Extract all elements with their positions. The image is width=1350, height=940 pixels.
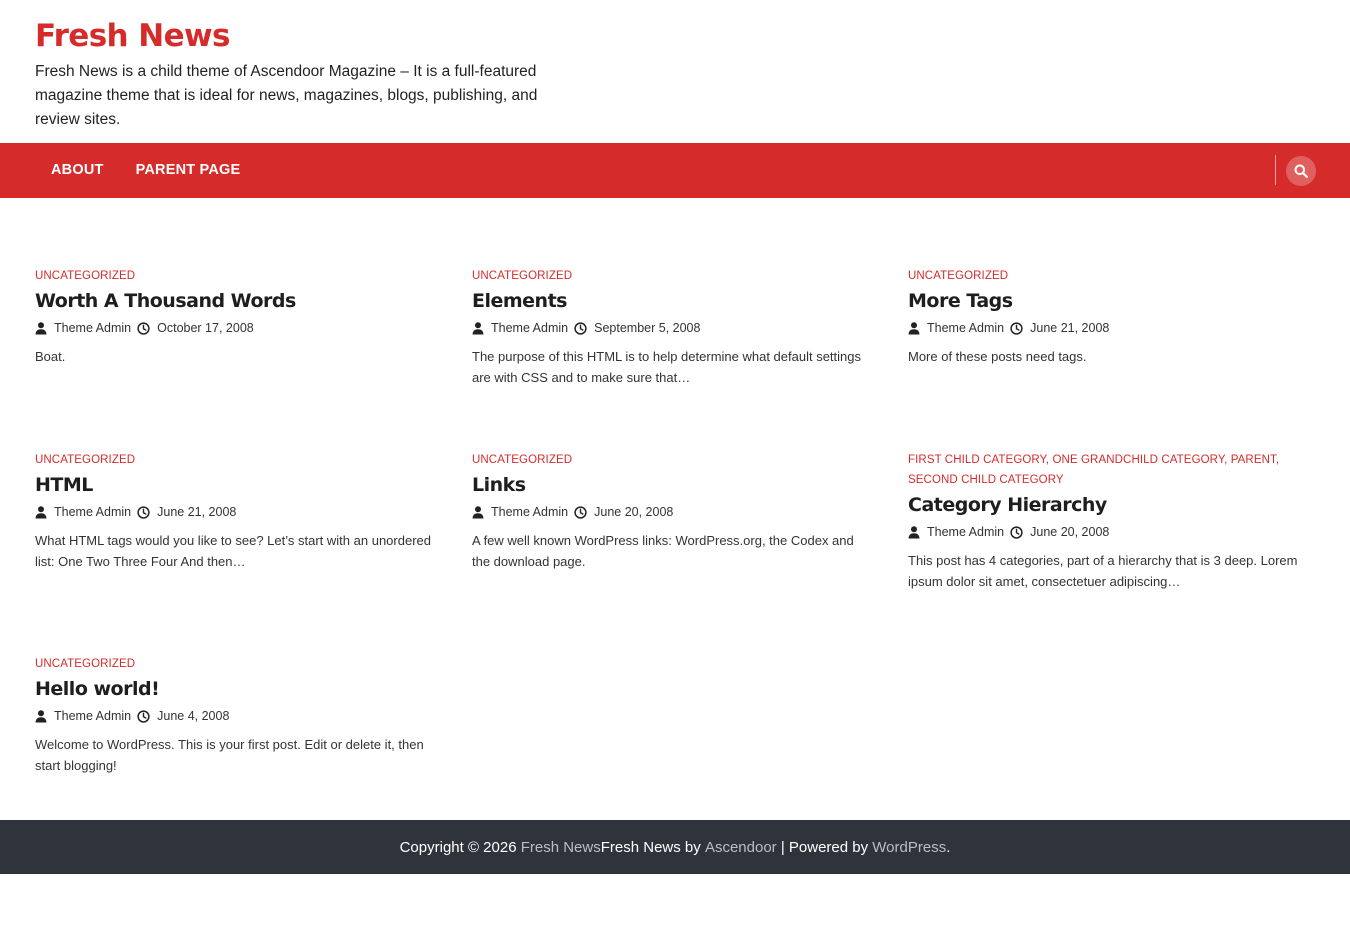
user-icon	[472, 322, 484, 335]
site-footer	[0, 820, 1350, 874]
date-text: June 21, 2008	[157, 505, 237, 519]
footer-theme-text: Fresh News by	[600, 838, 705, 856]
post-date[interactable]	[137, 709, 229, 723]
clock-icon	[1010, 322, 1023, 335]
post-excerpt: The purpose of this HTML is to help determine what default settings are with CSS and to make sure that…	[472, 349, 861, 385]
footer-site-link[interactable]: Fresh News	[520, 838, 601, 856]
user-icon	[908, 526, 920, 539]
user-icon	[35, 710, 47, 723]
post-meta	[908, 319, 1318, 337]
post-date[interactable]	[1010, 525, 1109, 539]
author-name: Theme Admin	[54, 321, 132, 335]
author-name: Theme Admin	[491, 321, 569, 335]
post-date[interactable]	[574, 321, 700, 335]
category-link[interactable]: ONE GRANDCHILD CATEGORY	[1052, 454, 1225, 466]
post-title[interactable]: Hello world!	[35, 678, 160, 700]
post-card	[35, 266, 445, 367]
post-meta	[908, 523, 1318, 541]
post-grid	[0, 198, 1350, 820]
search-button[interactable]	[1286, 156, 1316, 186]
author-name: Theme Admin	[927, 321, 1005, 335]
post-author[interactable]	[472, 505, 568, 519]
user-icon	[35, 322, 47, 335]
clock-icon	[1010, 526, 1023, 539]
category-link[interactable]: UNCATEGORIZED	[472, 454, 573, 466]
post-excerpt: More of these posts need tags.	[908, 349, 1087, 364]
author-name: Theme Admin	[54, 505, 132, 519]
category-link[interactable]: UNCATEGORIZED	[472, 270, 573, 282]
nav-divider	[1275, 155, 1276, 185]
date-text: June 20, 2008	[594, 505, 674, 519]
search-icon	[1294, 164, 1308, 178]
post-meta	[472, 503, 882, 521]
post-excerpt: A few well known WordPress links: WordPress.org, the Codex and the download page.	[472, 533, 854, 569]
clock-icon	[137, 506, 150, 519]
post-author[interactable]	[35, 709, 131, 723]
post-excerpt: Boat.	[35, 349, 66, 364]
post-card	[35, 450, 445, 572]
post-card	[472, 450, 882, 572]
post-author[interactable]	[472, 321, 568, 335]
site-title[interactable]: Fresh News	[35, 18, 230, 54]
main-navigation	[0, 143, 1350, 198]
post-date[interactable]	[574, 505, 673, 519]
category-link[interactable]: UNCATEGORIZED	[35, 270, 136, 282]
author-name: Theme Admin	[54, 709, 132, 723]
clock-icon	[574, 322, 587, 335]
nav-item-parent-page[interactable]: PARENT PAGE	[135, 162, 241, 178]
category-link[interactable]: SECOND CHILD CATEGORY	[908, 474, 1064, 486]
post-title[interactable]: Category Hierarchy	[908, 494, 1107, 516]
date-text: June 21, 2008	[1030, 321, 1110, 335]
post-date[interactable]	[1010, 321, 1109, 335]
author-name: Theme Admin	[927, 525, 1005, 539]
post-title[interactable]: Elements	[472, 290, 567, 312]
clock-icon	[137, 710, 150, 723]
post-excerpt: Welcome to WordPress. This is your first post. Edit or delete it, then start blogging!	[35, 737, 424, 773]
user-icon	[35, 506, 47, 519]
footer-end: .	[946, 838, 951, 856]
post-author[interactable]	[35, 505, 131, 519]
post-title[interactable]: Links	[472, 474, 526, 496]
post-card	[35, 654, 445, 776]
post-author[interactable]	[908, 525, 1004, 539]
post-title[interactable]: HTML	[35, 474, 93, 496]
post-title[interactable]: More Tags	[908, 290, 1013, 312]
footer-powered-text: | Powered by	[776, 838, 873, 856]
post-title[interactable]: Worth A Thousand Words	[35, 290, 296, 312]
post-date[interactable]	[137, 505, 236, 519]
clock-icon	[137, 322, 150, 335]
post-categories	[35, 654, 445, 674]
footer-copyright: Copyright © 2026	[399, 838, 521, 856]
post-categories: FIRST CHILD CATEGORY, ONE GRANDCHILD CATEGORY, PARENT, SECOND CHILD CATEGORY	[908, 454, 1280, 486]
post-categories	[908, 266, 1318, 286]
post-date[interactable]	[137, 321, 254, 335]
footer-wordpress-link[interactable]: WordPress	[872, 838, 947, 856]
post-card	[472, 266, 882, 388]
site-description: Fresh News is a child theme of Ascendoor Magazine – It is a full-featured magazine theme that is ideal for news, magazines, blogs, publishing, and review sites.	[35, 63, 538, 128]
post-card	[908, 450, 1318, 592]
footer-theme-author-link[interactable]: Ascendoor	[704, 838, 777, 856]
category-link[interactable]: FIRST CHILD CATEGORY	[908, 454, 1046, 466]
user-icon	[908, 322, 920, 335]
date-text: June 4, 2008	[157, 709, 230, 723]
post-meta	[35, 319, 445, 337]
category-link[interactable]: UNCATEGORIZED	[35, 454, 136, 466]
category-link[interactable]: UNCATEGORIZED	[35, 658, 136, 670]
date-text: September 5, 2008	[594, 321, 701, 335]
category-link[interactable]: PARENT	[1230, 454, 1276, 466]
author-name: Theme Admin	[491, 505, 569, 519]
post-meta	[472, 319, 882, 337]
user-icon	[472, 506, 484, 519]
post-categories	[35, 266, 445, 286]
post-categories	[472, 450, 882, 470]
nav-item-about[interactable]: ABOUT	[51, 162, 104, 178]
post-categories	[35, 450, 445, 470]
post-excerpt: What HTML tags would you like to see? Let’s start with an unordered list: One Two Three Four And then…	[35, 533, 431, 569]
post-card	[908, 266, 1318, 367]
post-author[interactable]	[35, 321, 131, 335]
post-excerpt: This post has 4 categories, part of a hierarchy that is 3 deep. Lorem ipsum dolor sit amet, consectetuer adipiscing…	[908, 553, 1298, 589]
category-link[interactable]: UNCATEGORIZED	[908, 270, 1009, 282]
date-text: June 20, 2008	[1030, 525, 1110, 539]
post-categories	[472, 266, 882, 286]
post-meta	[35, 707, 445, 725]
clock-icon	[574, 506, 587, 519]
site-header	[0, 0, 1350, 143]
post-meta	[35, 503, 445, 521]
date-text: October 17, 2008	[157, 321, 254, 335]
post-author[interactable]	[908, 321, 1004, 335]
